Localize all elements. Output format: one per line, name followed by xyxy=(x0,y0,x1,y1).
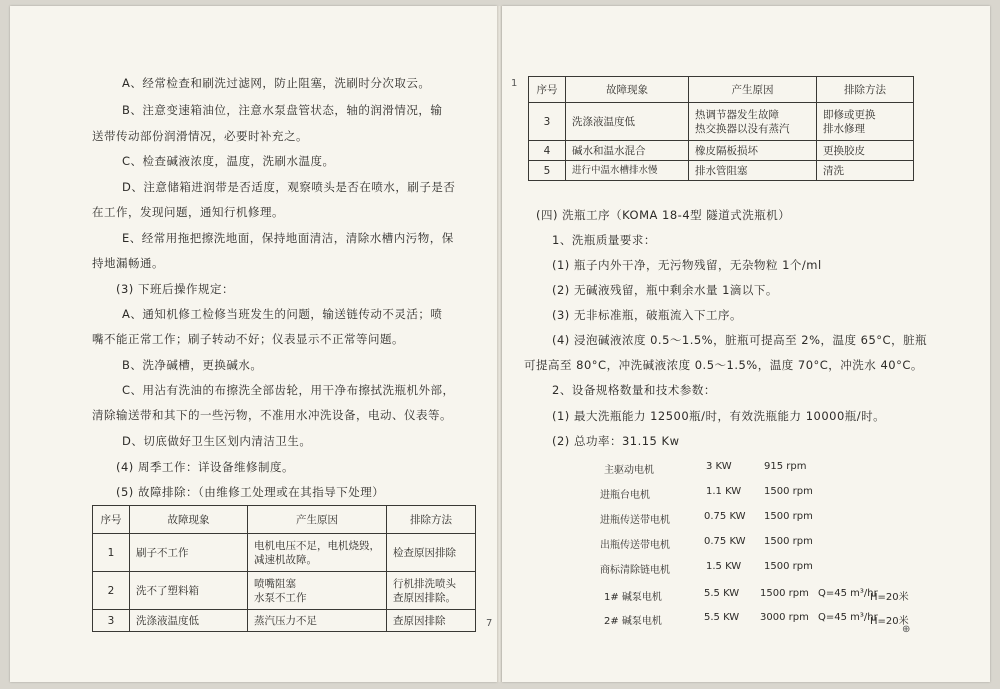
cell-symptom: 洗涤液温度低 xyxy=(566,103,689,141)
cell-fix: 清洗 xyxy=(817,161,914,181)
motor-power: 0.75 KW xyxy=(704,536,746,547)
cell-fix: 更换胶皮 xyxy=(817,141,914,161)
cause-line: 水泵不工作 xyxy=(254,591,307,604)
left-section-heading: (4) 周季工作：详设备维修制度。 xyxy=(116,460,294,474)
cause-line: 喷嘴阻塞 xyxy=(254,577,296,590)
left-fault-table xyxy=(92,505,476,632)
motor-name: 进瓶传送带电机 xyxy=(600,515,670,526)
col-header: 排除方法 xyxy=(817,77,914,103)
col-header: 故障现象 xyxy=(566,77,689,103)
motor-name: 商标清除链电机 xyxy=(600,565,670,576)
fix-line: 排水修理 xyxy=(823,122,865,135)
cause-line: 电机电压不足，电机烧毁， xyxy=(254,539,380,552)
left-line: 嘴不能正常工作；刷子转动不好；仪表显示不正常等问题。 xyxy=(92,332,404,346)
motor-power: 1.1 KW xyxy=(706,486,742,497)
cell-cause xyxy=(248,534,387,572)
col-header: 产生原因 xyxy=(248,506,387,534)
left-section-heading: (3) 下班后操作规定： xyxy=(116,282,234,296)
table-row xyxy=(93,610,476,632)
fix-line: 查原因排除。 xyxy=(393,591,456,604)
table-row xyxy=(529,141,914,161)
motor-speed: 1500 rpm xyxy=(760,588,809,599)
table-header-row xyxy=(529,77,914,103)
cell-symptom: 洗不了塑料箱 xyxy=(130,572,248,610)
left-line: A、通知机修工检修当班发生的问题，输送链传动不灵活；喷 xyxy=(122,307,443,321)
right-line: 2、设备规格数量和技术参数： xyxy=(552,383,716,397)
table-row xyxy=(93,534,476,572)
fix-line: 行机排洗喷头 xyxy=(393,577,456,590)
col-header: 序号 xyxy=(529,77,566,103)
cell-fix: 检查原因排除 xyxy=(387,534,476,572)
right-line: 可提高至 80°C，冲洗碱液浓度 0.5～1.5%，温度 70°C，冲洗水 40°C。 xyxy=(524,358,923,372)
cell-no: 3 xyxy=(529,103,566,141)
cell-symptom: 刷子不工作 xyxy=(130,534,248,572)
col-header: 序号 xyxy=(93,506,130,534)
right-line: (3) 无非标准瓶，破瓶流入下工序。 xyxy=(552,308,742,322)
cell-cause: 排水管阻塞 xyxy=(689,161,817,181)
section-heading: (四) 洗瓶工序（KOMA 18-4型 隧道式洗瓶机） xyxy=(536,208,791,222)
col-header: 故障现象 xyxy=(130,506,248,534)
cell-cause: 蒸汽压力不足 xyxy=(248,610,387,632)
motor-name: 1# 碱泵电机 xyxy=(604,592,662,603)
table-row xyxy=(529,161,914,181)
left-line: C、检查碱液浓度，温度，洗刷水温度。 xyxy=(122,154,335,168)
cell-fix: 查原因排除 xyxy=(387,610,476,632)
cell-symptom: 洗涤液温度低 xyxy=(130,610,248,632)
page-number: 7 xyxy=(486,618,493,629)
left-line: 持地漏畅通。 xyxy=(92,256,164,270)
col-header: 排除方法 xyxy=(387,506,476,534)
right-line: (1) 最大洗瓶能力 12500瓶/时，有效洗瓶能力 10000瓶/时。 xyxy=(552,409,886,423)
left-line: C、用沾有洗油的布擦洗全部齿轮，用干净布擦拭洗瓶机外部， xyxy=(122,383,455,397)
left-line: B、洗净碱槽，更换碱水。 xyxy=(122,358,263,372)
cell-cause: 橡皮隔板损坏 xyxy=(689,141,817,161)
motor-name: 进瓶台电机 xyxy=(600,490,650,501)
motor-flow: Q=45 m³/hr xyxy=(818,612,878,623)
table-row xyxy=(529,103,914,141)
cause-line: 热交换器以没有蒸汽 xyxy=(695,122,790,135)
motor-name: 主驱动电机 xyxy=(604,465,654,476)
left-line: E、经常用拖把擦洗地面，保持地面清洁，清除水槽内污物，保 xyxy=(122,231,454,245)
motor-power: 0.75 KW xyxy=(704,511,746,522)
cell-no: 3 xyxy=(93,610,130,632)
motor-speed: 1500 rpm xyxy=(764,486,813,497)
right-line: (4) 浸泡碱液浓度 0.5～1.5%，脏瓶可提高至 2%，温度 65°C，脏瓶 xyxy=(552,333,928,347)
motor-speed: 915 rpm xyxy=(764,461,807,472)
left-line: B、注意变速箱油位，注意水泵盘管状态，轴的润滑情况，输 xyxy=(122,103,443,117)
table-header-row xyxy=(93,506,476,534)
cell-symptom: 进行中温水槽排水慢 xyxy=(566,161,689,181)
motor-power: 1.5 KW xyxy=(706,561,742,572)
cell-fix xyxy=(387,572,476,610)
left-line: 送带传动部份润滑情况，必要时补充之。 xyxy=(92,129,308,143)
cell-cause xyxy=(689,103,817,141)
col-header: 产生原因 xyxy=(689,77,817,103)
left-line: 在工作，发现问题，通知行机修理。 xyxy=(92,205,284,219)
motor-speed: 1500 rpm xyxy=(764,511,813,522)
left-line: A、经常检查和刷洗过滤网，防止阻塞，洗刷时分次取云。 xyxy=(122,76,431,90)
cell-no: 2 xyxy=(93,572,130,610)
right-line: 1、洗瓶质量要求： xyxy=(552,233,656,247)
cell-no: 1 xyxy=(93,534,130,572)
motor-speed: 1500 rpm xyxy=(764,561,813,572)
cause-line: 减速机故障。 xyxy=(254,553,317,566)
motor-power: 5.5 KW xyxy=(704,612,740,623)
motor-speed: 1500 rpm xyxy=(764,536,813,547)
left-line: D、注意储箱进润带是否适度，观察喷头是否在喷水，刷子是否 xyxy=(122,180,456,194)
cell-no: 4 xyxy=(529,141,566,161)
cell-no: 5 xyxy=(529,161,566,181)
right-line: (2) 总功率：31.15 Kw xyxy=(552,434,680,448)
margin-mark: 1 xyxy=(511,78,518,89)
motor-name: 2# 碱泵电机 xyxy=(604,616,662,627)
fix-line: 即修或更换 xyxy=(823,108,876,121)
motor-power: 3 KW xyxy=(706,461,732,472)
left-line: 清除输送带和其下的一些污物，不准用水冲洗设备，电动、仪表等。 xyxy=(92,408,452,422)
motor-name: 出瓶传送带电机 xyxy=(600,540,670,551)
cell-fix xyxy=(817,103,914,141)
left-section-heading: (5) 故障排除：（由维修工处理或在其指导下处理） xyxy=(116,485,385,499)
motor-speed: 3000 rpm xyxy=(760,612,809,623)
right-line: (1) 瓶子内外干净，无污物残留，无杂物粒 1个/ml xyxy=(552,258,822,272)
left-line: D、切底做好卫生区划内清洁卫生。 xyxy=(122,434,312,448)
motor-power: 5.5 KW xyxy=(704,588,740,599)
right-fault-table xyxy=(528,76,914,181)
right-line: (2) 无碱液残留，瓶中剩余水量 1滴以下。 xyxy=(552,283,778,297)
end-mark-icon: ⊕ xyxy=(902,624,911,635)
cell-cause xyxy=(248,572,387,610)
motor-head: H=20米 xyxy=(870,616,909,627)
cause-line: 热调节器发生故障 xyxy=(695,108,779,121)
cell-symptom: 碱水和温水混合 xyxy=(566,141,689,161)
motor-flow: Q=45 m³/hr xyxy=(818,588,878,599)
motor-head: H=20米 xyxy=(870,592,909,603)
table-row xyxy=(93,572,476,610)
